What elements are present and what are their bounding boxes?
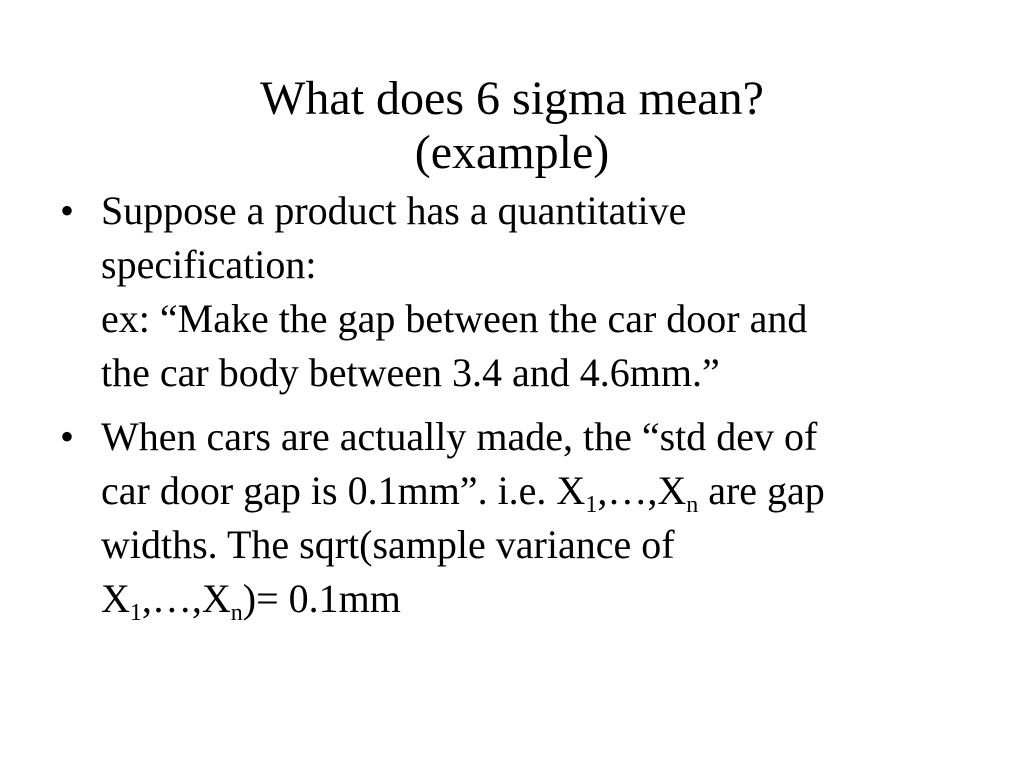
bullet-1-line-3: ex: “Make the gap between the car door and <box>101 296 808 341</box>
bullet-2-line-4 <box>101 572 960 626</box>
title-line-2: (example) <box>414 126 610 179</box>
bullet-2-line-4-text-c: )= 0.1mm <box>242 576 401 621</box>
slide-title <box>0 72 1024 180</box>
bullet-2-line-2-text-c: are gap <box>698 468 825 513</box>
title-line-1: What does 6 sigma mean? <box>260 72 764 125</box>
bullet-2-line-1: When cars are actually made, the “std dev of <box>101 414 818 459</box>
subscript-1: 1 <box>129 600 142 626</box>
bullet-1-line-4: the car body between 3.4 and 4.6mm.” <box>101 350 720 395</box>
bullet-icon: • <box>60 188 75 233</box>
subscript-1: 1 <box>585 492 598 518</box>
bullet-icon: • <box>60 414 75 459</box>
bullet-2-line-2-text-a: car door gap is 0.1mm”. i.e. X <box>101 468 586 513</box>
subscript-n: n <box>686 492 699 518</box>
bullet-2-line-4-text-b: ,…,X <box>141 576 231 621</box>
bullet-1-line-2: specification: <box>101 242 317 287</box>
bullet-item-std-dev <box>60 410 960 626</box>
bullet-2-line-3: widths. The sqrt(sample variance of <box>101 522 675 567</box>
bullet-2-line-2-text-b: ,…,X <box>597 468 687 513</box>
bullet-1-line-1: Suppose a product has a quantitative <box>101 188 687 233</box>
bullet-2-line-4-text-a: X <box>101 576 130 621</box>
bullet-list <box>60 184 960 636</box>
subscript-n: n <box>230 600 243 626</box>
bullet-item-specification <box>60 184 960 400</box>
bullet-2-line-2 <box>101 464 960 518</box>
